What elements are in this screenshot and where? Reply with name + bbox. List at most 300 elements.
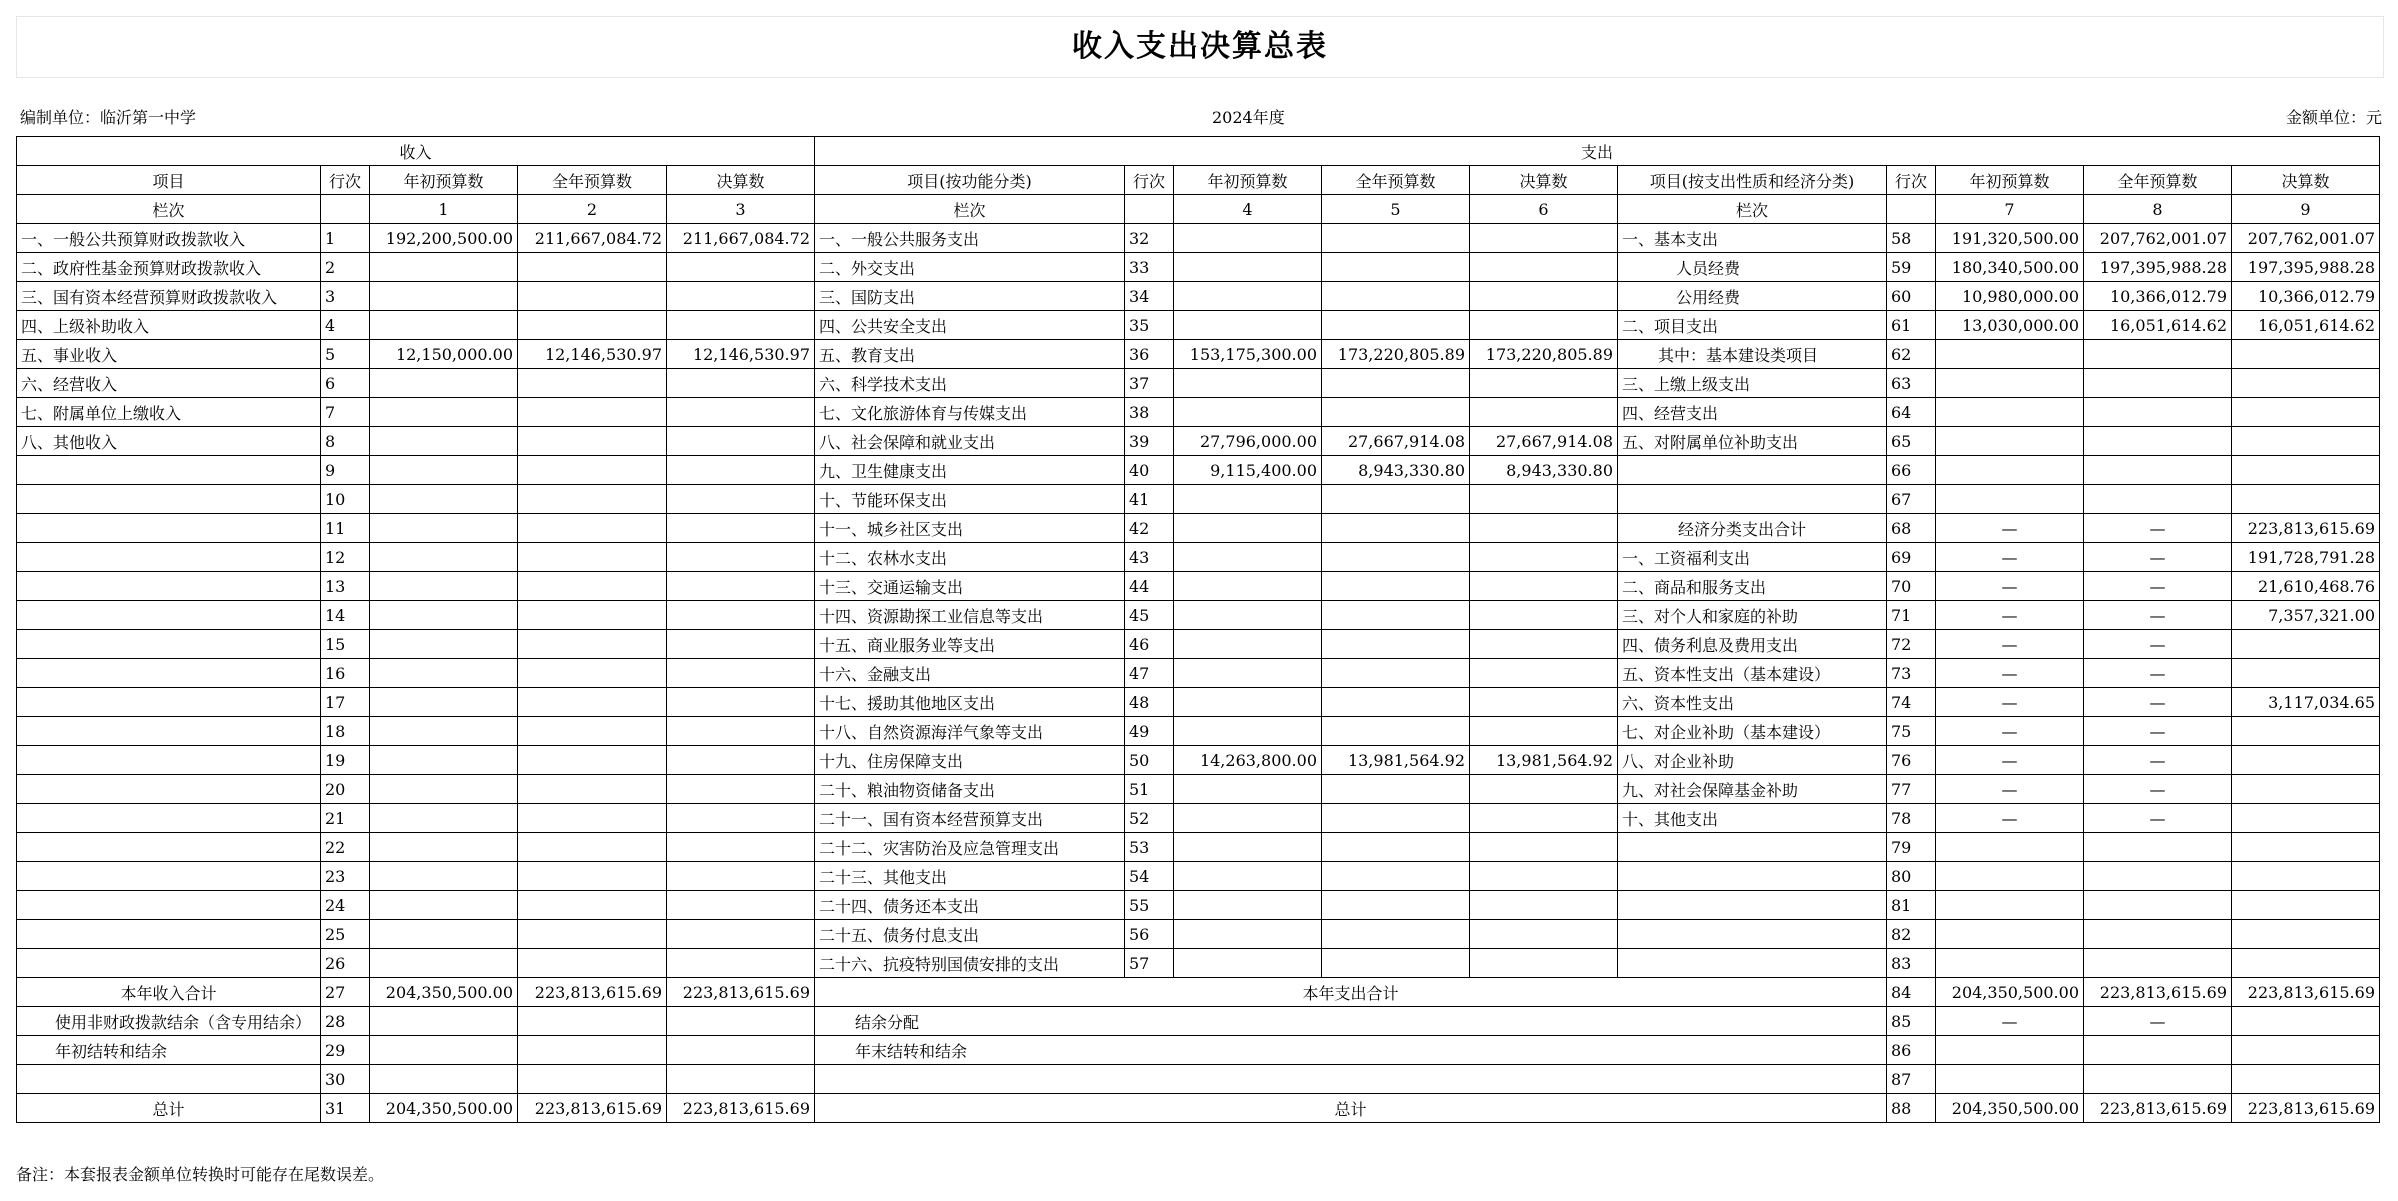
table-row: [17, 833, 2380, 862]
table-cell: 其中：基本建设类项目: [1618, 340, 1887, 369]
table-cell: [1322, 282, 1470, 311]
table-cell: [518, 572, 667, 601]
table-cell: [1322, 659, 1470, 688]
table-cell: [518, 949, 667, 978]
table-cell: [518, 485, 667, 514]
column-header: 决算数: [1470, 166, 1618, 195]
table-cell: [2084, 456, 2232, 485]
table-cell: 人员经费: [1618, 253, 1887, 282]
table-cell: —: [1936, 659, 2084, 688]
table-cell: [2232, 833, 2380, 862]
currency-unit: 金额单位：元: [2285, 108, 2382, 127]
table-cell: 四、公共安全支出: [815, 311, 1125, 340]
footnote: 备注：本套报表金额单位转换时可能存在尾数误差。: [16, 1165, 385, 1184]
table-cell: [17, 514, 321, 543]
summary-expense-value: [1936, 1036, 2084, 1065]
table-cell: 10,366,012.79: [2084, 282, 2232, 311]
table-cell: [1174, 601, 1322, 630]
table-cell: 82: [1887, 920, 1936, 949]
table-cell: [518, 920, 667, 949]
table-cell: [1936, 427, 2084, 456]
table-cell: [370, 804, 518, 833]
table-cell: 62: [1887, 340, 1936, 369]
table-cell: 44: [1125, 572, 1174, 601]
table-cell: [1470, 543, 1618, 572]
table-cell: [667, 717, 815, 746]
table-cell: [2232, 862, 2380, 891]
table-cell: 六、资本性支出: [1618, 688, 1887, 717]
column-index-cell: 3: [667, 195, 815, 224]
table-cell: [370, 717, 518, 746]
table-cell: [1174, 717, 1322, 746]
summary-expense-line: 87: [1887, 1065, 1936, 1094]
table-cell: 40: [1125, 456, 1174, 485]
column-index-cell: [321, 195, 370, 224]
table-cell: 25: [321, 920, 370, 949]
table-row: [17, 224, 2380, 253]
table-cell: —: [2084, 746, 2232, 775]
summary-income-label: 使用非财政拨款结余（含专用结余）: [17, 1007, 321, 1036]
table-cell: [667, 427, 815, 456]
table-cell: [518, 253, 667, 282]
summary-row: [17, 1094, 2380, 1123]
table-cell: [518, 804, 667, 833]
table-cell: 十、其他支出: [1618, 804, 1887, 833]
fiscal-year: 2024年度: [1212, 108, 1285, 127]
table-cell: 20: [321, 775, 370, 804]
summary-income-value: [518, 1065, 667, 1094]
table-cell: 26: [321, 949, 370, 978]
table-cell: 二十六、抗疫特别国债安排的支出: [815, 949, 1125, 978]
table-cell: [667, 485, 815, 514]
table-cell: [17, 485, 321, 514]
table-cell: 21,610,468.76: [2232, 572, 2380, 601]
table-cell: [1936, 862, 2084, 891]
table-cell: [1470, 659, 1618, 688]
table-row: [17, 398, 2380, 427]
table-cell: [370, 485, 518, 514]
table-cell: 76: [1887, 746, 1936, 775]
table-cell: 二十二、灾害防治及应急管理支出: [815, 833, 1125, 862]
table-cell: —: [1936, 746, 2084, 775]
table-cell: —: [1936, 688, 2084, 717]
table-cell: 50: [1125, 746, 1174, 775]
table-cell: [2084, 427, 2232, 456]
summary-row: [17, 1007, 2380, 1036]
table-cell: [370, 688, 518, 717]
table-cell: 八、社会保障和就业支出: [815, 427, 1125, 456]
table-cell: [667, 253, 815, 282]
table-cell: [1174, 920, 1322, 949]
table-cell: [518, 891, 667, 920]
compiling-unit: 编制单位：临沂第一中学: [20, 108, 197, 127]
table-cell: 173,220,805.89: [1470, 340, 1618, 369]
table-cell: 9,115,400.00: [1174, 456, 1322, 485]
table-cell: 72: [1887, 630, 1936, 659]
table-cell: [2084, 369, 2232, 398]
table-cell: [1618, 891, 1887, 920]
table-cell: [1174, 224, 1322, 253]
table-cell: [1322, 601, 1470, 630]
table-cell: [667, 746, 815, 775]
table-cell: 8,943,330.80: [1470, 456, 1618, 485]
table-cell: [667, 311, 815, 340]
table-row: [17, 253, 2380, 282]
table-cell: [370, 949, 518, 978]
table-cell: [1174, 369, 1322, 398]
table-cell: 37: [1125, 369, 1174, 398]
table-cell: [17, 543, 321, 572]
table-cell: [1322, 833, 1470, 862]
summary-expense-value: 223,813,615.69: [2084, 978, 2232, 1007]
table-cell: 22: [321, 833, 370, 862]
table-cell: 54: [1125, 862, 1174, 891]
table-row: [17, 659, 2380, 688]
table-cell: —: [1936, 717, 2084, 746]
table-cell: —: [1936, 514, 2084, 543]
table-cell: [1470, 891, 1618, 920]
column-index-cell: 栏次: [17, 195, 321, 224]
table-cell: 211,667,084.72: [518, 224, 667, 253]
table-row: [17, 282, 2380, 311]
table-cell: [2084, 862, 2232, 891]
table-cell: 83: [1887, 949, 1936, 978]
table-cell: [1322, 891, 1470, 920]
table-cell: [667, 920, 815, 949]
table-cell: 59: [1887, 253, 1936, 282]
table-cell: 180,340,500.00: [1936, 253, 2084, 282]
summary-expense-label: 总计: [815, 1094, 1887, 1123]
table-cell: 43: [1125, 543, 1174, 572]
summary-expense-value: 223,813,615.69: [2232, 978, 2380, 1007]
table-cell: —: [2084, 572, 2232, 601]
column-header-row: [17, 166, 2380, 195]
table-cell: [667, 804, 815, 833]
report-title: 收入支出决算总表: [16, 16, 2384, 78]
table-cell: 153,175,300.00: [1174, 340, 1322, 369]
table-cell: [1470, 804, 1618, 833]
table-cell: [1174, 485, 1322, 514]
summary-income-value: [667, 1036, 815, 1065]
table-cell: [1322, 224, 1470, 253]
table-cell: 223,813,615.69: [2232, 514, 2380, 543]
table-cell: [1470, 688, 1618, 717]
summary-income-label: 年初结转和结余: [17, 1036, 321, 1065]
table-cell: —: [2084, 775, 2232, 804]
table-cell: [2084, 485, 2232, 514]
table-cell: 9: [321, 456, 370, 485]
table-cell: [1322, 543, 1470, 572]
table-row: [17, 630, 2380, 659]
table-cell: [17, 456, 321, 485]
table-cell: 191,320,500.00: [1936, 224, 2084, 253]
table-cell: [1936, 485, 2084, 514]
table-cell: 55: [1125, 891, 1174, 920]
table-cell: 二十四、债务还本支出: [815, 891, 1125, 920]
table-cell: [2232, 775, 2380, 804]
table-cell: [17, 572, 321, 601]
table-row: [17, 775, 2380, 804]
table-cell: 58: [1887, 224, 1936, 253]
table-cell: [518, 282, 667, 311]
table-cell: 七、对企业补助（基本建设）: [1618, 717, 1887, 746]
table-cell: [1470, 775, 1618, 804]
table-cell: [518, 514, 667, 543]
table-cell: [370, 253, 518, 282]
summary-income-label: 总计: [17, 1094, 321, 1123]
table-cell: [1174, 804, 1322, 833]
table-cell: [17, 949, 321, 978]
table-cell: 3,117,034.65: [2232, 688, 2380, 717]
table-cell: [1174, 775, 1322, 804]
table-cell: [1618, 920, 1887, 949]
table-cell: 三、对个人和家庭的补助: [1618, 601, 1887, 630]
table-row: [17, 949, 2380, 978]
table-cell: 三、国有资本经营预算财政拨款收入: [17, 282, 321, 311]
column-header: 行次: [1887, 166, 1936, 195]
column-index-cell: 栏次: [815, 195, 1125, 224]
table-cell: [17, 688, 321, 717]
table-cell: [518, 398, 667, 427]
table-cell: 15: [321, 630, 370, 659]
table-cell: 24: [321, 891, 370, 920]
table-cell: [1470, 717, 1618, 746]
table-cell: [2232, 427, 2380, 456]
table-cell: 8,943,330.80: [1322, 456, 1470, 485]
table-row: [17, 514, 2380, 543]
summary-row: [17, 1036, 2380, 1065]
table-cell: [518, 717, 667, 746]
table-cell: 八、其他收入: [17, 427, 321, 456]
table-row: [17, 717, 2380, 746]
table-cell: [17, 659, 321, 688]
table-row: [17, 340, 2380, 369]
table-cell: [1618, 833, 1887, 862]
table-cell: 33: [1125, 253, 1174, 282]
table-cell: [518, 601, 667, 630]
table-cell: 12,150,000.00: [370, 340, 518, 369]
table-cell: [17, 833, 321, 862]
table-cell: 211,667,084.72: [667, 224, 815, 253]
summary-expense-value: —: [2084, 1007, 2232, 1036]
table-cell: 公用经费: [1618, 282, 1887, 311]
column-index-cell: 8: [2084, 195, 2232, 224]
table-cell: 二十、粮油物资储备支出: [815, 775, 1125, 804]
table-cell: 64: [1887, 398, 1936, 427]
column-index-cell: 2: [518, 195, 667, 224]
summary-expense-value: [2084, 1065, 2232, 1094]
table-cell: 二十三、其他支出: [815, 862, 1125, 891]
table-cell: [1174, 862, 1322, 891]
summary-row: [17, 978, 2380, 1007]
table-cell: 48: [1125, 688, 1174, 717]
table-cell: [370, 398, 518, 427]
table-cell: [518, 746, 667, 775]
column-header: 项目: [17, 166, 321, 195]
summary-expense-line: 88: [1887, 1094, 1936, 1123]
summary-income-value: 223,813,615.69: [518, 978, 667, 1007]
income-expense-table: [16, 136, 2380, 1123]
table-cell: 经济分类支出合计: [1618, 514, 1887, 543]
table-cell: 60: [1887, 282, 1936, 311]
table-cell: [518, 833, 667, 862]
table-cell: 三、上缴上级支出: [1618, 369, 1887, 398]
table-row: [17, 601, 2380, 630]
table-cell: —: [1936, 601, 2084, 630]
table-row: [17, 920, 2380, 949]
table-cell: 二、政府性基金预算财政拨款收入: [17, 253, 321, 282]
table-cell: [1174, 659, 1322, 688]
summary-expense-value: [2232, 1036, 2380, 1065]
table-row: [17, 456, 2380, 485]
table-cell: 五、教育支出: [815, 340, 1125, 369]
table-row: [17, 572, 2380, 601]
column-index-cell: 1: [370, 195, 518, 224]
table-cell: [667, 601, 815, 630]
table-cell: [1174, 949, 1322, 978]
table-cell: [2232, 485, 2380, 514]
table-cell: 一、一般公共预算财政拨款收入: [17, 224, 321, 253]
table-cell: 十四、资源勘探工业信息等支出: [815, 601, 1125, 630]
summary-income-value: 223,813,615.69: [518, 1094, 667, 1123]
table-cell: [1322, 253, 1470, 282]
table-cell: 11: [321, 514, 370, 543]
table-cell: 3: [321, 282, 370, 311]
table-cell: [1936, 949, 2084, 978]
table-cell: 27,667,914.08: [1322, 427, 1470, 456]
table-cell: 21: [321, 804, 370, 833]
table-cell: 56: [1125, 920, 1174, 949]
table-cell: [1470, 630, 1618, 659]
table-cell: 73: [1887, 659, 1936, 688]
table-cell: [1470, 601, 1618, 630]
table-cell: [1470, 398, 1618, 427]
table-cell: [17, 601, 321, 630]
table-cell: 17: [321, 688, 370, 717]
summary-expense-value: [2232, 1065, 2380, 1094]
table-cell: 十六、金融支出: [815, 659, 1125, 688]
table-cell: [518, 369, 667, 398]
summary-income-line: 30: [321, 1065, 370, 1094]
table-cell: 16,051,614.62: [2084, 311, 2232, 340]
table-cell: [2232, 746, 2380, 775]
table-cell: [1322, 804, 1470, 833]
table-cell: 5: [321, 340, 370, 369]
summary-expense-value: 223,813,615.69: [2084, 1094, 2232, 1123]
column-index-cell: 6: [1470, 195, 1618, 224]
table-cell: [2232, 659, 2380, 688]
table-row: [17, 427, 2380, 456]
table-cell: [1322, 717, 1470, 746]
table-cell: 52: [1125, 804, 1174, 833]
table-cell: 65: [1887, 427, 1936, 456]
summary-income-label: [17, 1065, 321, 1094]
table-cell: [370, 514, 518, 543]
table-cell: [667, 775, 815, 804]
table-cell: [17, 891, 321, 920]
table-cell: 12,146,530.97: [518, 340, 667, 369]
table-cell: [518, 862, 667, 891]
table-cell: [1470, 311, 1618, 340]
table-cell: —: [1936, 775, 2084, 804]
table-cell: 十八、自然资源海洋气象等支出: [815, 717, 1125, 746]
table-cell: 61: [1887, 311, 1936, 340]
table-cell: 75: [1887, 717, 1936, 746]
table-cell: 27,796,000.00: [1174, 427, 1322, 456]
summary-income-value: [518, 1036, 667, 1065]
table-cell: —: [1936, 543, 2084, 572]
table-cell: 4: [321, 311, 370, 340]
table-cell: [1936, 398, 2084, 427]
summary-income-value: [370, 1036, 518, 1065]
table-cell: —: [1936, 630, 2084, 659]
table-cell: 16,051,614.62: [2232, 311, 2380, 340]
table-cell: [2084, 949, 2232, 978]
table-cell: 46: [1125, 630, 1174, 659]
table-cell: 32: [1125, 224, 1174, 253]
table-cell: 十一、城乡社区支出: [815, 514, 1125, 543]
table-cell: 13,981,564.92: [1470, 746, 1618, 775]
table-cell: [370, 775, 518, 804]
table-cell: [1322, 485, 1470, 514]
table-cell: 7,357,321.00: [2232, 601, 2380, 630]
table-cell: 191,728,791.28: [2232, 543, 2380, 572]
table-cell: [1174, 688, 1322, 717]
table-cell: —: [2084, 543, 2232, 572]
column-header: 年初预算数: [1936, 166, 2084, 195]
table-cell: 23: [321, 862, 370, 891]
table-cell: [2232, 369, 2380, 398]
table-cell: [1936, 456, 2084, 485]
table-cell: [1618, 485, 1887, 514]
table-cell: [1618, 862, 1887, 891]
table-cell: [1470, 949, 1618, 978]
summary-expense-label: 年末结转和结余: [815, 1036, 1887, 1065]
table-cell: [1174, 630, 1322, 659]
summary-expense-label: 结余分配: [815, 1007, 1887, 1036]
table-cell: [2232, 630, 2380, 659]
table-cell: [1322, 514, 1470, 543]
table-cell: [1618, 949, 1887, 978]
table-cell: [1322, 862, 1470, 891]
table-cell: 三、国防支出: [815, 282, 1125, 311]
table-cell: 39: [1125, 427, 1174, 456]
table-row: [17, 485, 2380, 514]
summary-income-line: 27: [321, 978, 370, 1007]
summary-income-value: [370, 1065, 518, 1094]
table-cell: [370, 746, 518, 775]
table-cell: [370, 601, 518, 630]
summary-income-line: 28: [321, 1007, 370, 1036]
summary-income-value: [518, 1007, 667, 1036]
table-cell: 74: [1887, 688, 1936, 717]
table-cell: [518, 775, 667, 804]
table-cell: [17, 746, 321, 775]
table-cell: [518, 659, 667, 688]
table-cell: [1470, 253, 1618, 282]
column-header: 行次: [1125, 166, 1174, 195]
summary-row: [17, 1065, 2380, 1094]
column-index-row: [17, 195, 2380, 224]
table-cell: [2232, 717, 2380, 746]
table-cell: [370, 369, 518, 398]
table-cell: 13,030,000.00: [1936, 311, 2084, 340]
table-cell: [1174, 282, 1322, 311]
table-cell: [1470, 485, 1618, 514]
table-row: [17, 862, 2380, 891]
table-cell: [1618, 456, 1887, 485]
table-cell: 57: [1125, 949, 1174, 978]
